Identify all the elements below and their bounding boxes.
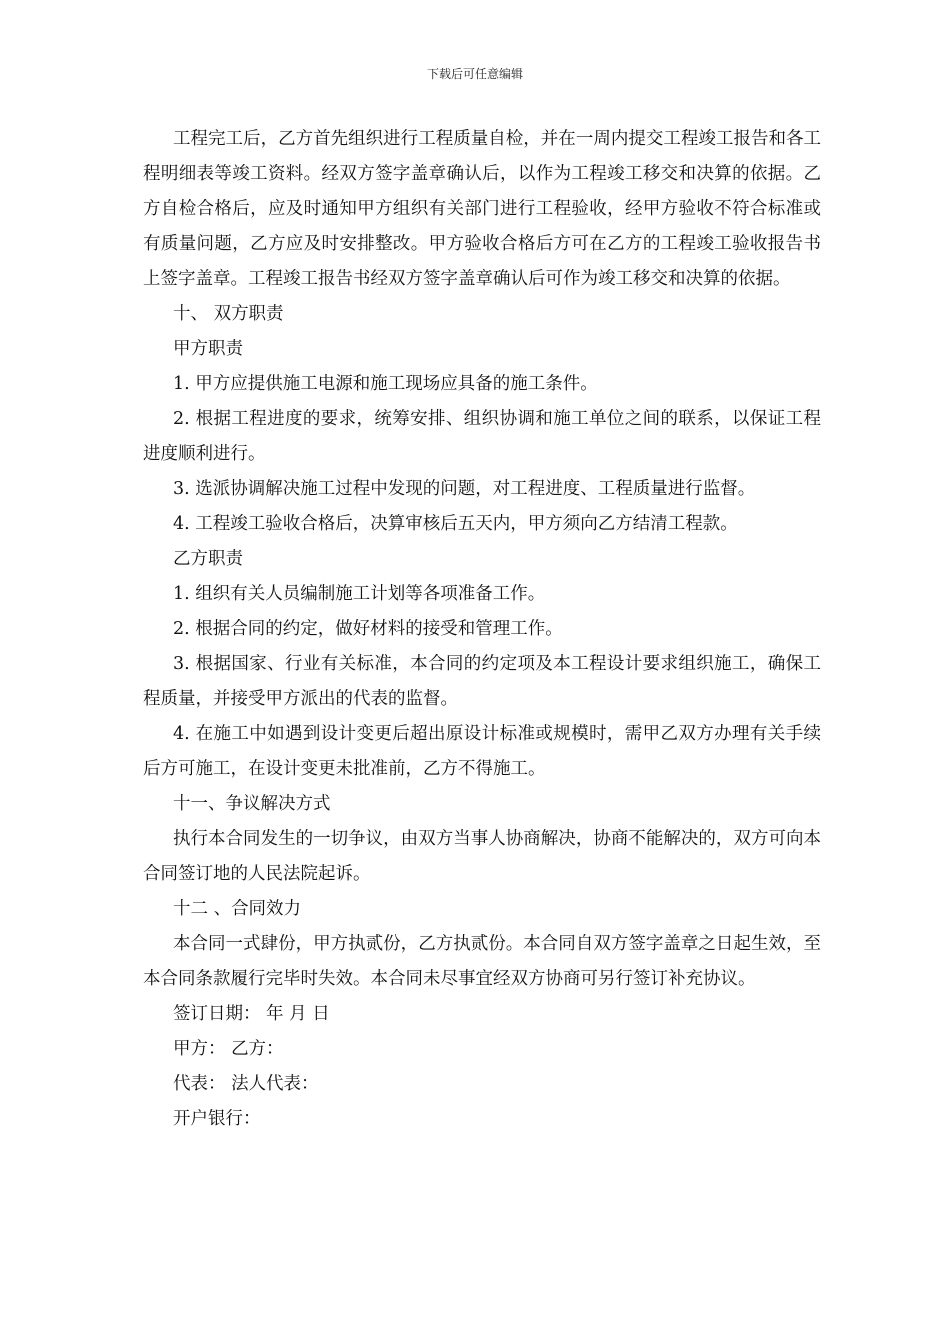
- list-item: 1. 组织有关人员编制施工计划等各项准备工作。: [173, 584, 546, 604]
- paragraph-completion-acceptance: 工程完工后，乙方首先组织进行工程质量自检，并在一周内提交工程竣工报告和各工程明细表等竣工资料。经双方签字盖章确认后，以作为工程竣工移交和决算的依据。乙方自检合格后，应及时通知甲方组织有关部门进行工程验收，经甲方验收不符合标准或有质量问题，乙方应及时安排整改。甲方验收合格后方可在乙方的工程竣工验收报告书上签字盖章。工程竣工报告书经双方签字盖章确认后可作为竣工移交和决算的依据。: [143, 129, 821, 289]
- parties-line: 甲方： 乙方：: [173, 1039, 284, 1059]
- section-heading-duties: 十、 双方职责: [173, 304, 284, 324]
- subheading-party-b-duties: 乙方职责: [173, 549, 243, 569]
- bank-line: 开户银行：: [173, 1109, 261, 1129]
- list-item: 1. 甲方应提供施工电源和施工现场应具备的施工条件。: [173, 374, 598, 394]
- subheading-party-a-duties: 甲方职责: [173, 339, 243, 359]
- list-item: 4. 工程竣工验收合格后，决算审核后五天内，甲方须向乙方结清工程款。: [173, 514, 738, 534]
- list-item: 4. 在施工中如遇到设计变更后超出原设计标准或规模时，需甲乙双方办理有关手续后方可施工，在设计变更未批准前，乙方不得施工。: [143, 724, 821, 779]
- page-header: 下载后可任意编辑: [426, 67, 523, 81]
- signing-date-line: 签订日期： 年 月 日: [173, 1004, 330, 1024]
- section-heading-dispute: 十一、争议解决方式: [173, 794, 331, 814]
- section-heading-validity: 十二 、合同效力: [173, 899, 302, 919]
- document-body: [143, 122, 821, 1137]
- paragraph-contract-validity: 本合同一式肆份，甲方执贰份，乙方执贰份。本合同自双方签字盖章之日起生效，至本合同条款履行完毕时失效。本合同未尽事宜经双方协商可另行签订补充协议。: [143, 934, 821, 989]
- list-item: 3. 选派协调解决施工过程中发现的问题，对工程进度、工程质量进行监督。: [173, 479, 756, 499]
- list-item: 3. 根据国家、行业有关标准，本合同的约定项及本工程设计要求组织施工，确保工程质量，并接受甲方派出的代表的监督。: [143, 654, 821, 709]
- list-item: 2. 根据合同的约定，做好材料的接受和管理工作。: [173, 619, 563, 639]
- list-item: 2. 根据工程进度的要求，统筹安排、组织协调和施工单位之间的联系，以保证工程进度顺利进行。: [143, 409, 821, 464]
- representatives-line: 代表： 法人代表：: [173, 1074, 319, 1094]
- paragraph-dispute-resolution: 执行本合同发生的一切争议，由双方当事人协商解决，协商不能解决的，双方可向本合同签订地的人民法院起诉。: [143, 829, 821, 884]
